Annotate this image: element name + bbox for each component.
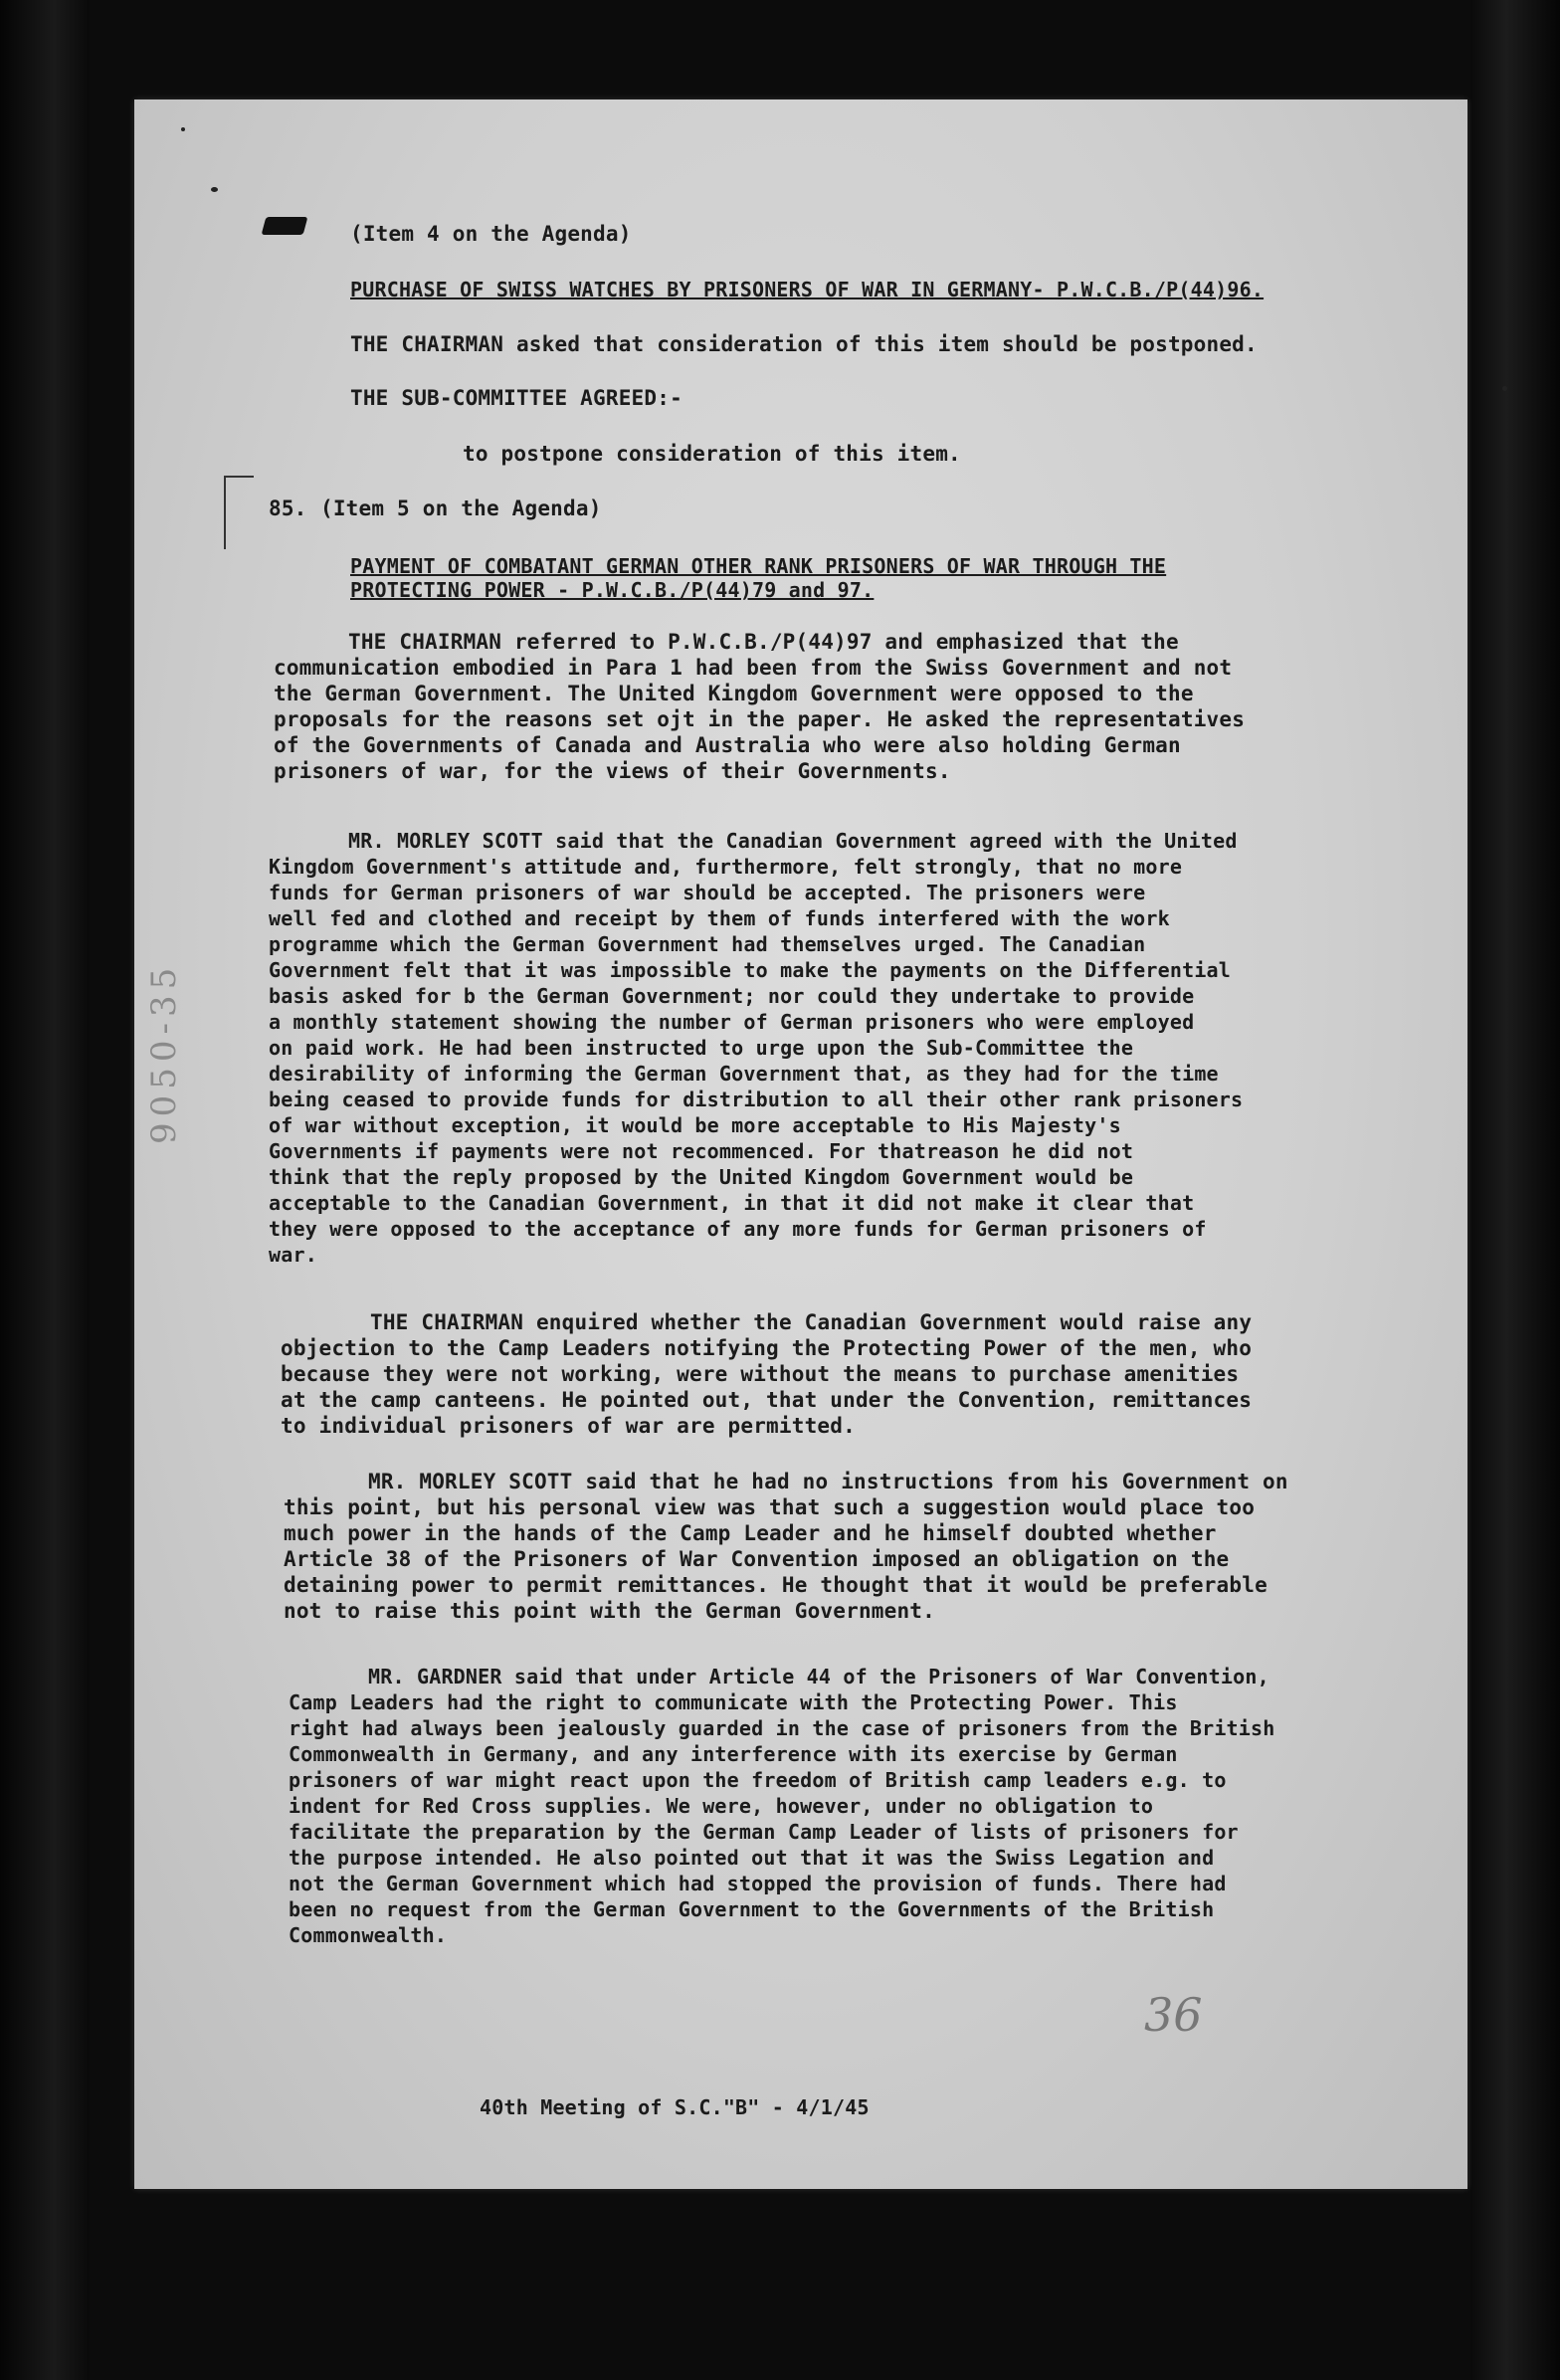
- paragraph-line: MR. MORLEY SCOTT said that the Canadian Government agreed with the United: [348, 829, 1238, 853]
- ink-blot: [262, 217, 308, 235]
- paragraph-line: communication embodied in Para 1 had been from the Swiss Government and not: [274, 656, 1233, 680]
- paragraph-line: Article 38 of the Prisoners of War Convention imposed an obligation on the: [284, 1547, 1230, 1571]
- paragraph-line: at the camp canteens. He pointed out, that under the Convention, remittances: [281, 1388, 1253, 1412]
- paragraph-line: the purpose intended. He also pointed out that it was the Swiss Legation and: [289, 1846, 1215, 1870]
- footer-meeting-reference: 40th Meeting of S.C."B" - 4/1/45: [480, 2095, 870, 2119]
- paragraph-line: they were opposed to the acceptance of any more funds for German prisoners of: [269, 1217, 1207, 1241]
- paragraph-line: because they were not working, were without the means to purchase amenities: [281, 1362, 1240, 1386]
- speck-1: [211, 187, 218, 192]
- paragraph-line: of the Governments of Canada and Australia who were also holding German: [274, 733, 1181, 757]
- paragraph-line: to individual prisoners of war are permitted.: [281, 1414, 856, 1438]
- paragraph-line: this point, but his personal view was that such a suggestion would place too: [284, 1495, 1256, 1519]
- item4-title: PURCHASE OF SWISS WATCHES BY PRISONERS OF WAR IN GERMANY- P.W.C.B./P(44)96.: [350, 278, 1265, 301]
- paragraph-line: much power in the hands of the Camp Leader and he himself doubted whether: [284, 1521, 1217, 1545]
- paragraph-chairman-2: [281, 1309, 1252, 1439]
- paragraph-line: not to raise this point with the German Government.: [284, 1599, 935, 1623]
- paragraph-line: objection to the Camp Leaders notifying the Protecting Power of the men, who: [281, 1336, 1253, 1360]
- item5-title-line2: PROTECTING POWER - P.W.C.B./P(44)79 and 97.: [350, 578, 875, 602]
- paragraph-chairman-1: [274, 629, 1245, 784]
- paragraph-line: detaining power to permit remittances. He thought that it would be preferable: [284, 1573, 1268, 1597]
- paragraph-line: indent for Red Cross supplies. We were, however, under no obligation to: [289, 1794, 1154, 1818]
- handwritten-margin-note: 9050-35: [144, 961, 184, 1144]
- paragraph-line: prisoners of war might react upon the freedom of British camp leaders e.g. to: [289, 1768, 1227, 1792]
- paragraph-line: MR. MORLEY SCOTT said that he had no instructions from his Government on: [368, 1470, 1288, 1493]
- paragraph-line: been no request from the German Government to the Governments of the British: [289, 1897, 1215, 1921]
- speck-3: [1502, 386, 1507, 391]
- item5-title-line1: PAYMENT OF COMBATANT GERMAN OTHER RANK PRISONERS OF WAR THROUGH THE: [350, 554, 1167, 578]
- paragraph-line: well fed and clothed and receipt by them of funds interfered with the work: [269, 906, 1170, 930]
- paragraph-line: facilitate the preparation by the German Camp Leader of lists of prisoners for: [289, 1820, 1239, 1844]
- paragraph-line: basis asked for b the German Government; nor could they undertake to provide: [269, 984, 1195, 1008]
- film-edge-left: [0, 0, 90, 2380]
- paragraph-line: Government felt that it was impossible to make the payments on the Differential: [269, 958, 1232, 982]
- paragraph-line: Commonwealth in Germany, and any interference with its exercise by German: [289, 1742, 1178, 1766]
- paragraph-line: Governments if payments were not recommenced. For thatreason he did not: [269, 1139, 1134, 1163]
- item4-resolution: to postpone consideration of this item.: [463, 442, 961, 466]
- paragraph-line: being ceased to provide funds for distribution to all their other rank prisoners: [269, 1088, 1244, 1111]
- paragraph-line: not the German Government which had stopped the provision of funds. There had: [289, 1872, 1227, 1895]
- paragraph-line: acceptable to the Canadian Government, in that it did not make it clear that: [269, 1191, 1195, 1215]
- paragraph-line: THE CHAIRMAN referred to P.W.C.B./P(44)97 and emphasized that the: [348, 630, 1179, 654]
- item5-label: (Item 5 on the Agenda): [320, 496, 602, 520]
- paragraph-line: desirability of informing the German Government that, as they had for the time: [269, 1062, 1219, 1086]
- speck-2: [181, 127, 185, 131]
- handwritten-page-number: 36: [1144, 1988, 1203, 2042]
- paragraph-line: programme which the German Government had themselves urged. The Canadian: [269, 932, 1146, 956]
- margin-bracket: [224, 476, 254, 549]
- paragraph-line: funds for German prisoners of war should be accepted. The prisoners were: [269, 881, 1146, 904]
- paragraph-line: on paid work. He had been instructed to urge upon the Sub-Committee the: [269, 1036, 1134, 1060]
- paragraph-scott-1: [269, 828, 1243, 1268]
- paragraph-line: the German Government. The United Kingdom Government were opposed to the: [274, 682, 1194, 705]
- paragraph-line: proposals for the reasons set ojt in the paper. He asked the representatives: [274, 707, 1246, 731]
- item5-number: 85.: [269, 496, 307, 520]
- paragraph-line: prisoners of war, for the views of their Governments.: [274, 759, 951, 783]
- item4-text: THE CHAIRMAN asked that consideration of this item should be postponed.: [350, 332, 1258, 356]
- paragraph-line: MR. GARDNER said that under Article 44 of the Prisoners of War Convention,: [368, 1665, 1269, 1688]
- paragraph-line: of war without exception, it would be more acceptable to His Majesty's: [269, 1113, 1121, 1137]
- film-edge-right: [1470, 0, 1560, 2380]
- paragraph-line: think that the reply proposed by the United Kingdom Government would be: [269, 1165, 1134, 1189]
- paragraph-line: war.: [269, 1243, 317, 1267]
- paragraph-line: Camp Leaders had the right to communicate with the Protecting Power. This: [289, 1690, 1178, 1714]
- paragraph-gardner: [289, 1664, 1275, 1948]
- paragraph-line: THE CHAIRMAN enquired whether the Canadian Government would raise any: [370, 1310, 1253, 1334]
- paragraph-line: Commonwealth.: [289, 1923, 448, 1947]
- paragraph-scott-2: [284, 1469, 1288, 1624]
- paragraph-line: a monthly statement showing the number of German prisoners who were employed: [269, 1010, 1195, 1034]
- item4-label: (Item 4 on the Agenda): [350, 222, 632, 246]
- item4-agreed: THE SUB-COMMITTEE AGREED:-: [350, 386, 682, 410]
- paragraph-line: Kingdom Government's attitude and, furthermore, felt strongly, that no more: [269, 855, 1183, 879]
- paragraph-line: right had always been jealously guarded in the case of prisoners from the British: [289, 1716, 1275, 1740]
